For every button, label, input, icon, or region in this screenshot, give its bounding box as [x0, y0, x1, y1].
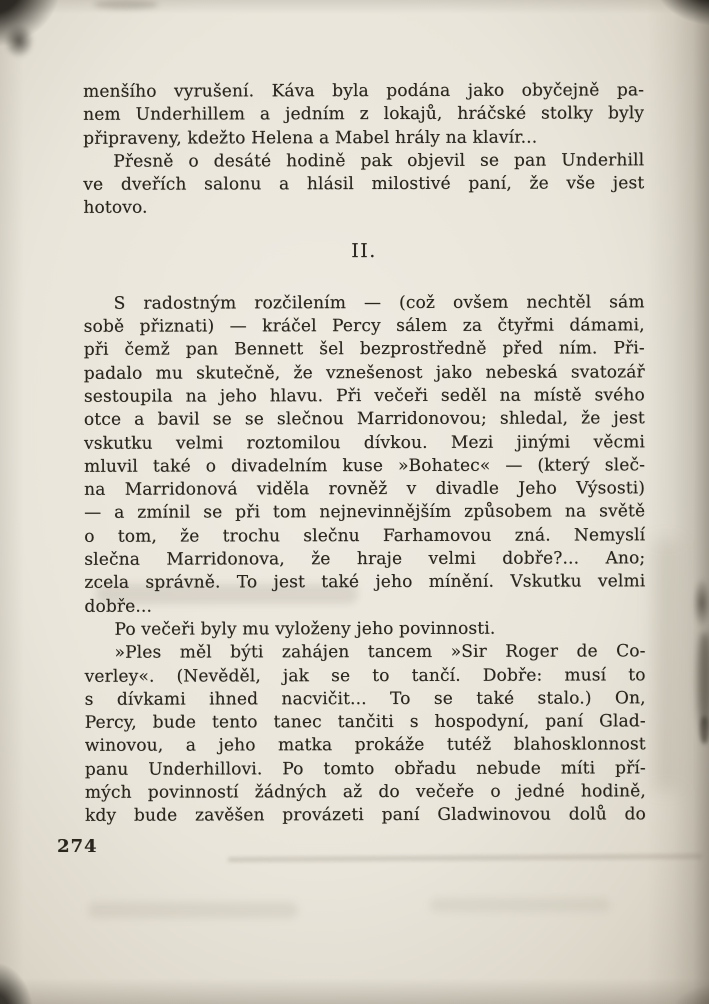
text-line: mluvil také o divadelním kuse »Bohatec« — (který sleč- — [84, 455, 646, 477]
text-line: winovou, a jeho matka prokáže tutéž blahosklonnost — [84, 734, 646, 757]
text-line: Přesně o desáté hodině pak objevil se pan Underhill — [113, 150, 645, 172]
text-line: otce a bavil se se slečnou Marridonovou; shledal, že jest — [83, 408, 645, 431]
text-line: o tom, že trochu slečnu Farhamovou zná. Nemyslí — [84, 525, 646, 547]
paragraph — [84, 291, 646, 619]
text-line: hotovo. — [83, 198, 148, 219]
text-line: »Ples měl býti zahájen tancem »Sir Roger de Co- — [114, 641, 646, 663]
text-line: S radostným rozčilením — (což ovšem nechtěl sám — [113, 292, 645, 314]
text-line: vskutku velmi roztomilou dívkou. Mezi jinými věcmi — [83, 431, 645, 454]
page-number: 274 — [57, 836, 98, 857]
show-through-smudge — [88, 902, 298, 918]
scan-stain-right-edge — [700, 716, 709, 744]
text-line: panu Underhillovi. Po tomto obřadu nebude míti pří- — [84, 757, 646, 780]
scan-shadow-right — [653, 540, 679, 790]
text-block — [83, 79, 646, 828]
text-line: sestoupila na jeho hlavu. Při večeři seděl na místě svého — [83, 385, 645, 407]
scan-fold-line — [228, 854, 702, 861]
scan-smudge-top — [94, 0, 158, 9]
scan-stain-right-edge — [693, 578, 709, 628]
text-line: kdy bude zavěšen provázeti paní Gladwinovou dolů do — [84, 804, 646, 827]
text-line: připraveny, kdežto Helena a Mabel hrály na klavír... — [83, 127, 538, 149]
scan-stain-top-left — [4, 24, 34, 58]
text-line: nem Underhillem a jedním z lokajů, hráčské stolky byly — [83, 103, 645, 126]
text-line: Po večeři byly mu vyloženy jeho povinnosti. — [114, 618, 496, 640]
text-line: na Marridonová viděla rovněž v divadle Jeho Výsosti) — [84, 478, 646, 500]
paragraph — [83, 79, 644, 150]
scan-stain-right-edge — [698, 632, 709, 728]
section-heading: II. — [351, 239, 377, 262]
text-line: padalo mu skutečně, že vznešenost jako nebeská svatozář — [83, 361, 645, 384]
paragraph — [84, 617, 645, 642]
text-line: slečna Marridonova, že hraje velmi dobře?... Ano; — [84, 548, 646, 570]
text-line: s dívkami ihned nacvičit... To se také stalo.) On, — [84, 688, 646, 710]
show-through-smudge — [430, 898, 610, 912]
text-line: dobře... — [84, 596, 153, 617]
paragraph — [83, 149, 644, 220]
text-line: Percy, bude tento tanec tančiti s hospodyní, paní Glad- — [84, 711, 646, 733]
text-line: — a zmínil se při tom nejnevinnějším způsobem na světě — [84, 501, 646, 524]
text-line: menšího vyrušení. Káva byla podána jako obyčejně pa- — [83, 80, 645, 102]
text-line: verley«. (Nevěděl, jak se to tančí. Dobře: musí to — [84, 664, 646, 687]
text-line: ve dveřích salonu a hlásil milostivé paní, že vše jest — [83, 173, 645, 195]
text-line: při čemž pan Bennett šel bezprostředně před ním. Při- — [83, 338, 645, 361]
text-line: zcela správně. To jest také jeho mínění. Vskutku velmi — [84, 571, 646, 594]
text-line: mých povinností žádných až do večeře o jedné hodině, — [84, 781, 646, 803]
text-line: sobě přiznati) — kráčel Percy sálem za čtyřmi dámami, — [83, 315, 645, 337]
paragraph — [84, 640, 645, 828]
